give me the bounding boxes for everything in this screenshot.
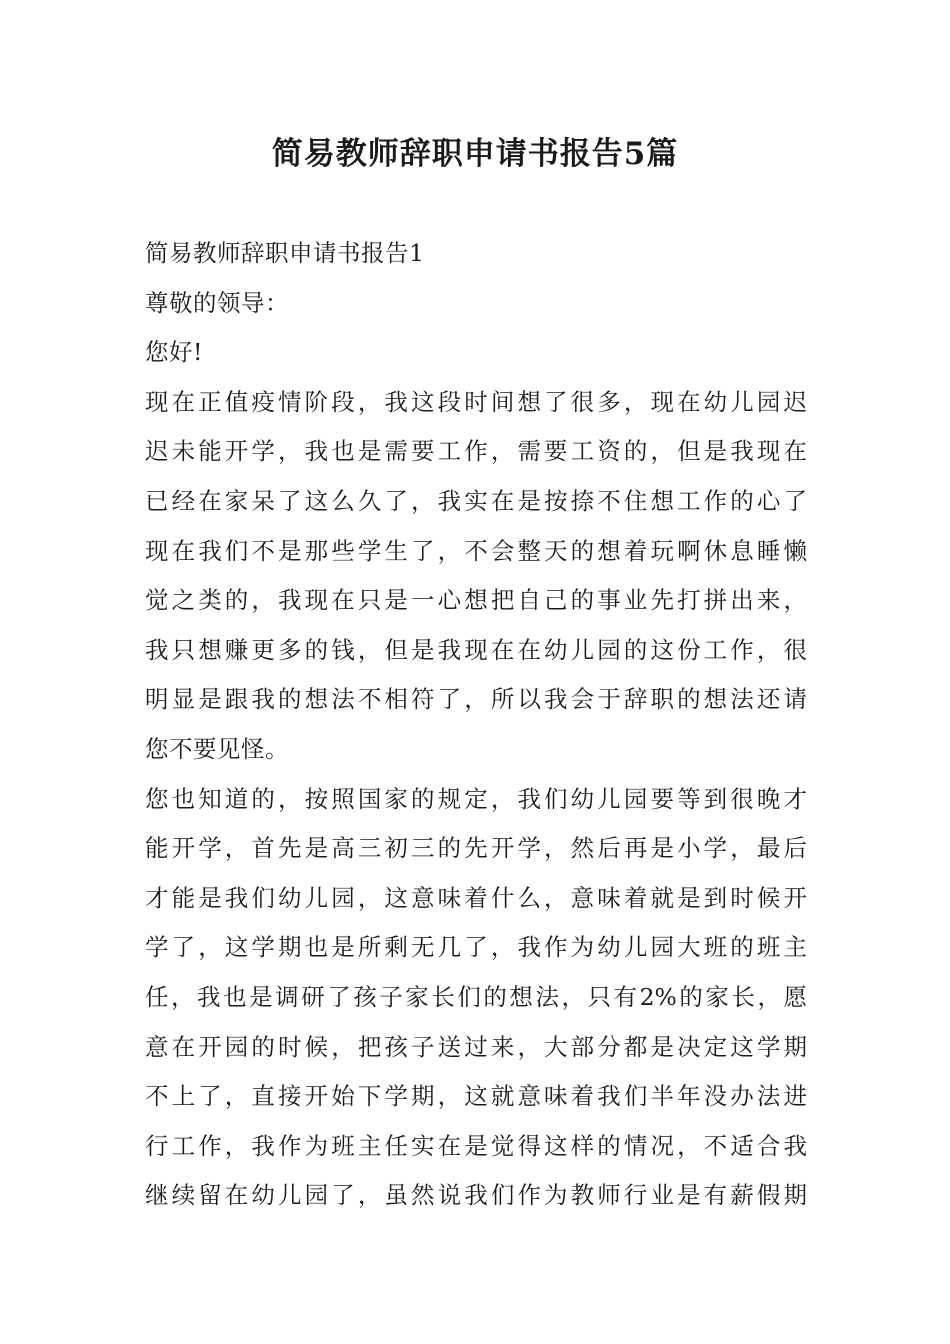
- body-line: 继续留在幼儿园了，虽然说我们作为教师行业是有薪假期: [145, 1181, 807, 1210]
- document-body: [145, 229, 807, 1221]
- body-line: 行工作，我作为班主任实在是觉得这样的情况，不适合我: [145, 1131, 807, 1160]
- body-line: 您好!: [145, 338, 203, 367]
- body-line: 能开学，首先是高三初三的先开学，然后再是小学，最后: [145, 834, 807, 863]
- body-line: 任，我也是调研了孩子家长们的想法，只有2%的家长，愿: [145, 982, 807, 1011]
- body-line: 尊敬的领导：: [145, 288, 289, 317]
- body-line: 迟未能开学，我也是需要工作，需要工资的，但是我现在: [145, 437, 807, 466]
- body-line: 已经在家呆了这么久了，我实在是按捺不住想工作的心了: [145, 486, 807, 515]
- body-line: 才能是我们幼儿园，这意味着什么，意味着就是到时候开: [145, 883, 807, 912]
- body-line: 不上了，直接开始下学期，这就意味着我们半年没办法进: [145, 1082, 807, 1111]
- body-line: 现在正值疫情阶段，我这段时间想了很多，现在幼儿园迟: [145, 387, 807, 416]
- body-line: 学了，这学期也是所剩无几了，我作为幼儿园大班的班主: [145, 933, 807, 962]
- body-line: 明显是跟我的想法不相符了，所以我会于辞职的想法还请: [145, 685, 807, 714]
- body-line: 您不要见怪。: [145, 734, 289, 763]
- body-line: 意在开园的时候，把孩子送过来，大部分都是决定这学期: [145, 1032, 807, 1061]
- body-line: 觉之类的，我现在只是一心想把自己的事业先打拼出来，: [145, 586, 807, 615]
- body-line: 我只想赚更多的钱，但是我现在在幼儿园的这份工作，很: [145, 635, 807, 664]
- body-line: 简易教师辞职申请书报告1: [145, 239, 425, 267]
- body-line: 现在我们不是那些学生了，不会整天的想着玩啊休息睡懒: [145, 536, 807, 565]
- body-line: 您也知道的，按照国家的规定，我们幼儿园要等到很晚才: [145, 784, 807, 813]
- document-title: 简易教师辞职申请书报告5篇: [271, 136, 679, 172]
